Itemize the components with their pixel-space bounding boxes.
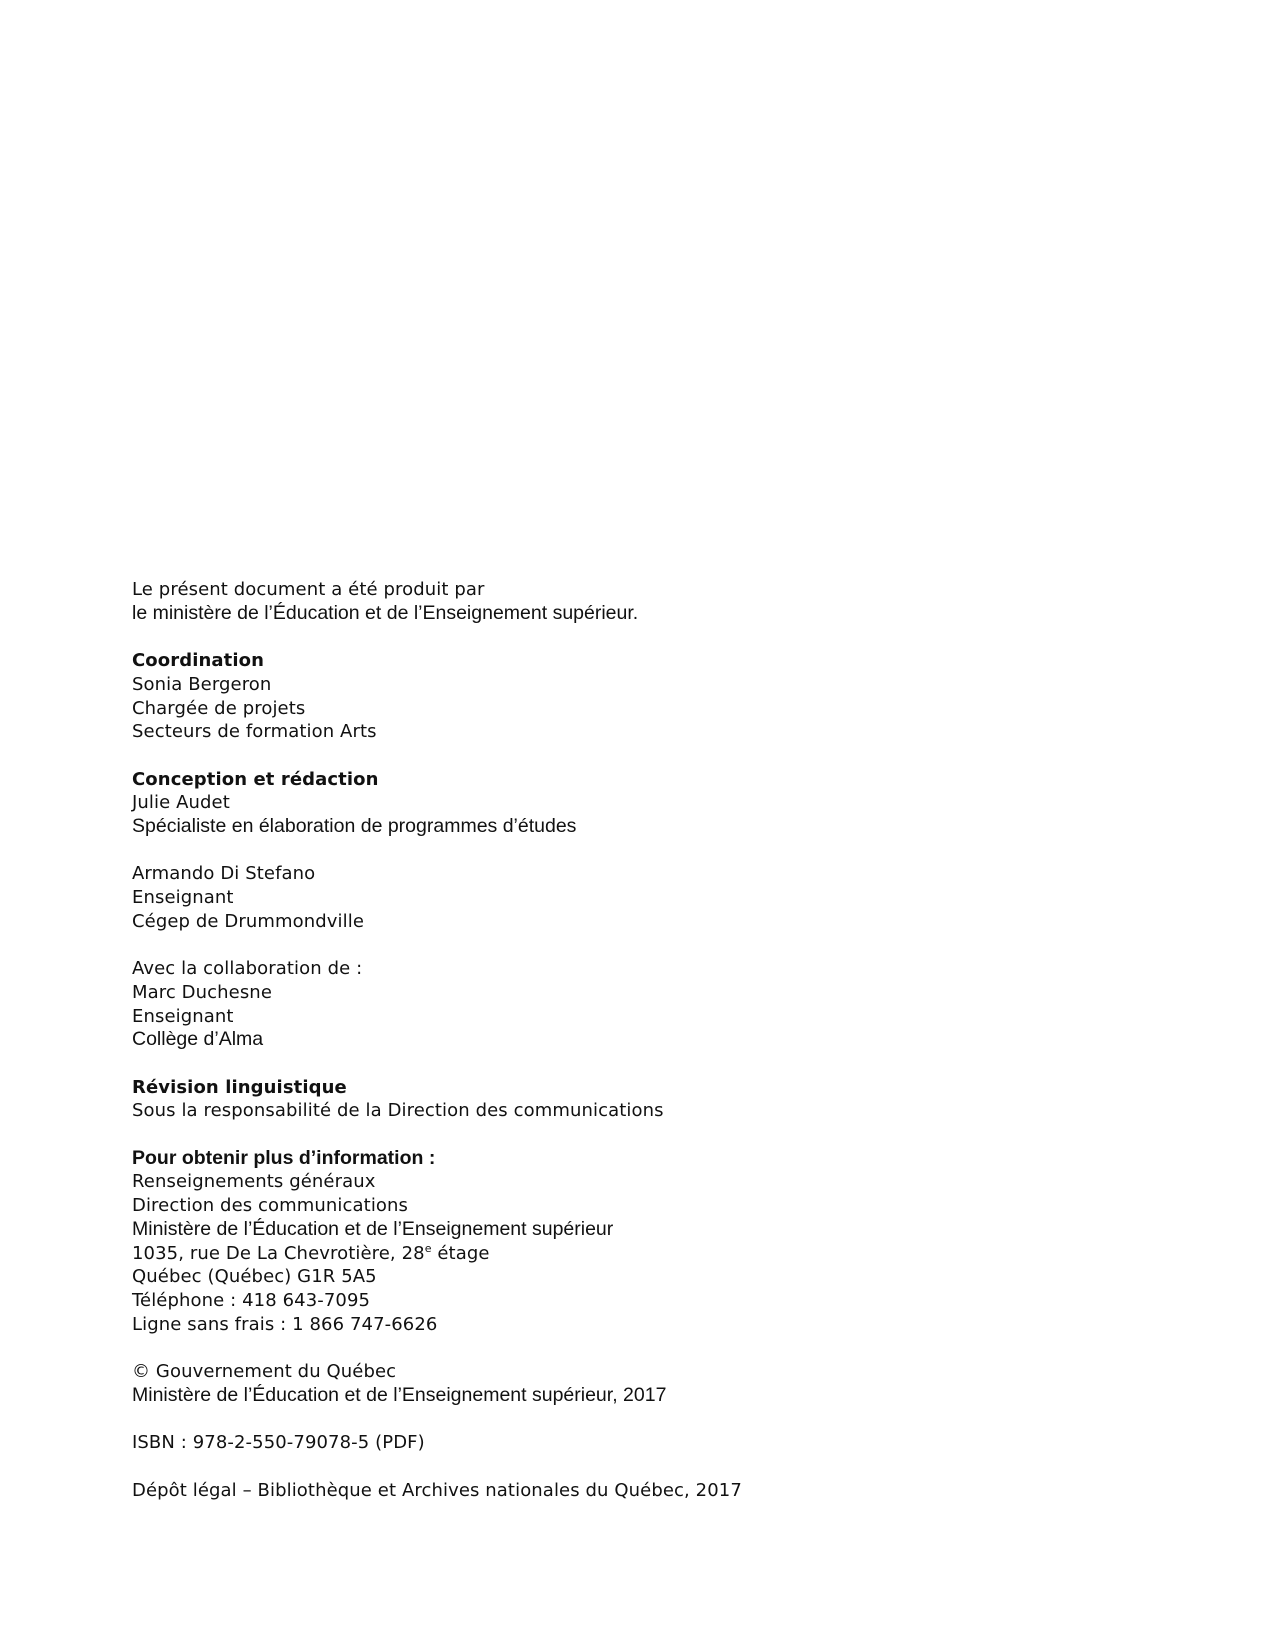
- coordination-name: Sonia Bergeron: [132, 673, 272, 695]
- address-suffix: étage: [431, 1242, 490, 1264]
- intro-line-2: le ministère de l’Éducation et de l’Enseignement supérieur.: [132, 601, 639, 624]
- collaboration-label: Avec la collaboration de :: [132, 958, 363, 980]
- coordination-role: Chargée de projets: [132, 697, 306, 719]
- spacer: [132, 1052, 1032, 1076]
- copyright-line-2: Ministère de l’Éducation et de l’Enseignement supérieur, 2017: [132, 1383, 667, 1406]
- information-ministry: Ministère de l’Éducation et de l’Enseignement supérieur: [132, 1217, 614, 1240]
- information-address: [132, 1242, 1032, 1266]
- spacer: [132, 1336, 1032, 1360]
- information-direction: Direction des communications: [132, 1195, 409, 1217]
- spacer: [132, 744, 1032, 768]
- coordination-heading: Coordination: [132, 650, 264, 672]
- spacer: [132, 934, 1032, 958]
- collaborator-role: Enseignant: [132, 1005, 234, 1027]
- information-tollfree: Ligne sans frais : 1 866 747-6626: [132, 1313, 438, 1335]
- author-2-name: Armando Di Stefano: [132, 863, 316, 885]
- copyright-line-1: © Gouvernement du Québec: [132, 1361, 397, 1383]
- legal-deposit: Dépôt légal – Bibliothèque et Archives nationales du Québec, 2017: [132, 1479, 742, 1501]
- author-2-role: Enseignant: [132, 887, 234, 909]
- credits-block: [132, 578, 1032, 1502]
- conception-heading: Conception et rédaction: [132, 768, 379, 790]
- spacer: [132, 1408, 1032, 1432]
- intro-line-1: Le présent document a été produit par: [132, 579, 485, 600]
- author-1-role: Spécialiste en élaboration de programmes d’études: [132, 815, 577, 837]
- author-2-institution: Cégep de Drummondville: [132, 910, 365, 932]
- coordination-sector: Secteurs de formation Arts: [132, 721, 377, 743]
- isbn: ISBN : 978-2-550-79078-5 (PDF): [132, 1432, 425, 1454]
- spacer: [132, 1123, 1032, 1147]
- author-1-name: Julie Audet: [132, 792, 230, 814]
- information-general: Renseignements généraux: [132, 1171, 376, 1193]
- information-city: Québec (Québec) G1R 5A5: [132, 1266, 377, 1288]
- revision-heading: Révision linguistique: [132, 1076, 347, 1098]
- collaborator-institution: Collège d’Alma: [132, 1028, 264, 1051]
- collaborator-name: Marc Duchesne: [132, 981, 272, 1003]
- spacer: [132, 839, 1032, 863]
- spacer: [132, 1455, 1032, 1479]
- address-prefix: 1035, rue De La Chevrotière, 28: [132, 1242, 425, 1264]
- address-superscript: e: [424, 1241, 432, 1255]
- information-phone: Téléphone : 418 643-7095: [132, 1290, 371, 1311]
- revision-text: Sous la responsabilité de la Direction des communications: [132, 1100, 664, 1122]
- information-heading: Pour obtenir plus d’information :: [132, 1146, 436, 1169]
- spacer: [132, 625, 1032, 649]
